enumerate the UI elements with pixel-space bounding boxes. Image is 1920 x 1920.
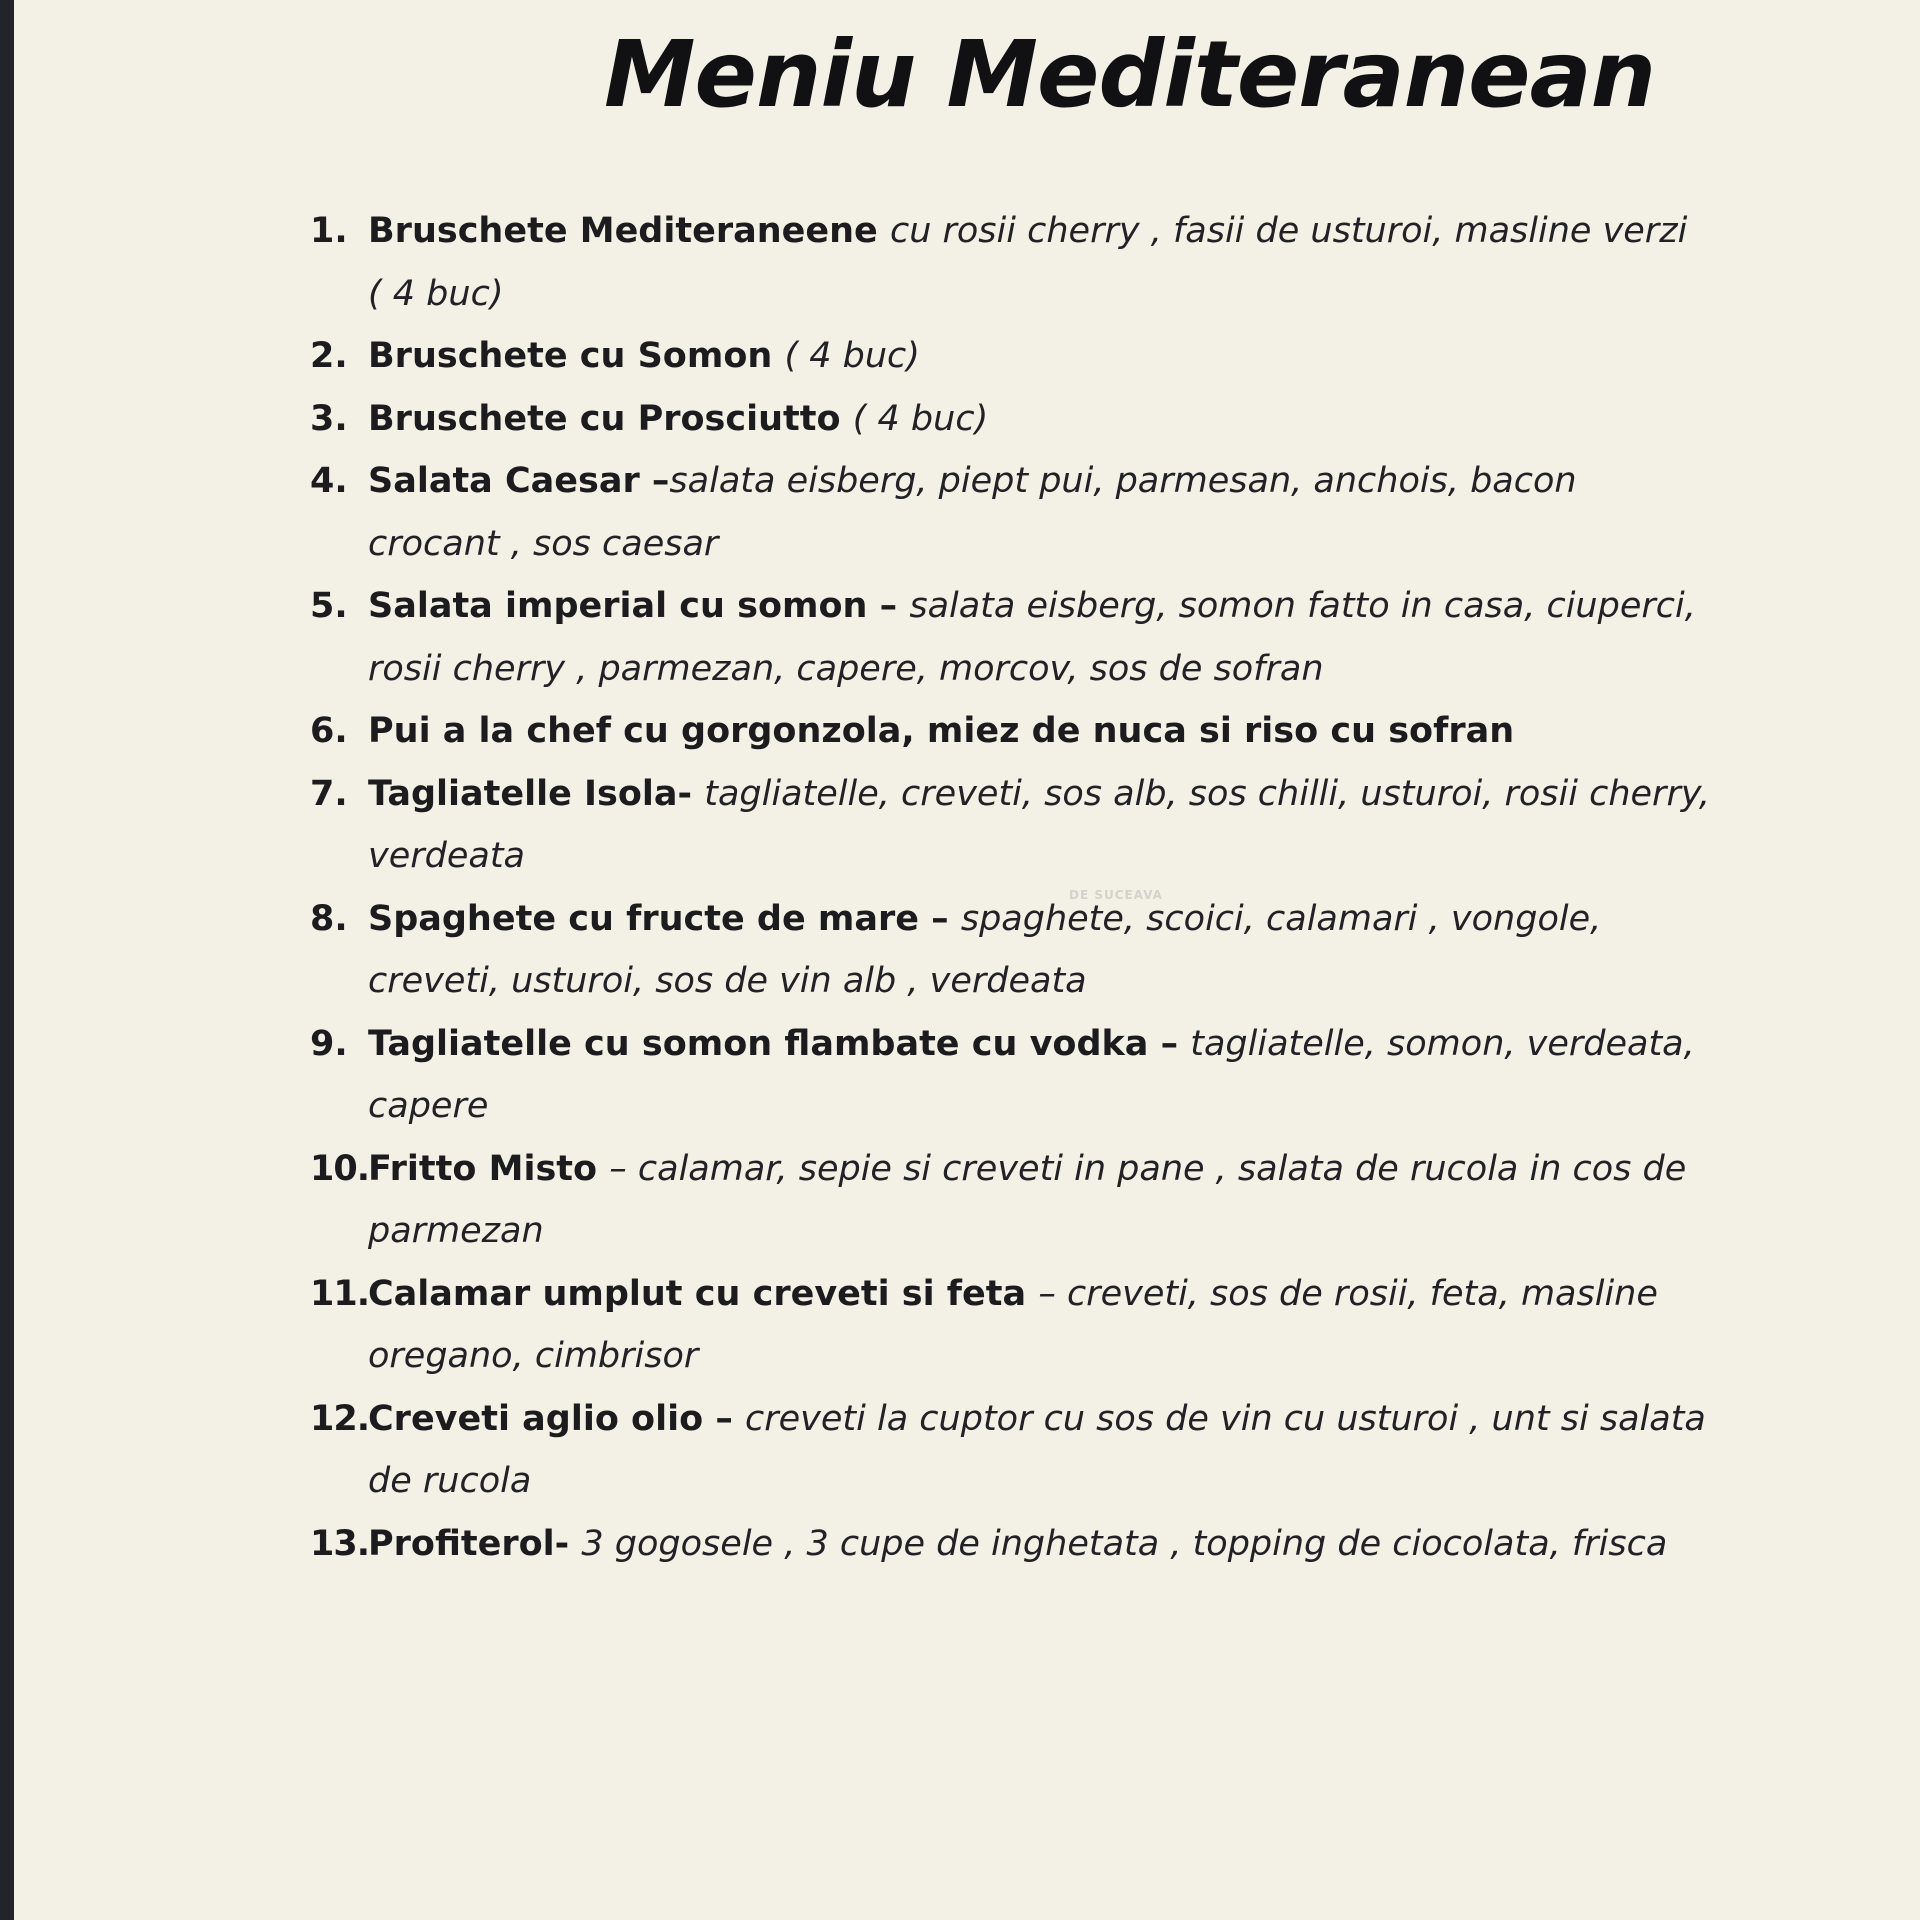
dish-name: Fritto Misto: [368, 1148, 610, 1189]
item-number: 10.: [310, 1148, 370, 1189]
dish-description: tagliatelle, creveti, sos alb, sos chilli, usturoi, rosii cherry, verdeata: [368, 773, 1710, 876]
item-number: 1.: [310, 211, 348, 251]
menu-page: [14, 0, 1920, 1920]
dish-name: Bruschete cu Prosciutto: [368, 398, 853, 439]
item-number: 11.: [310, 1273, 370, 1314]
page-title: Meniu Mediteranean: [604, 21, 1656, 128]
item-number: 12.: [310, 1398, 370, 1439]
dish-description: salata eisberg, piept pui, parmesan, anchois, bacon crocant , sos caesar: [368, 461, 1577, 564]
menu-item-6: [310, 700, 1710, 763]
item-number: 3.: [310, 398, 348, 439]
menu-item-3: [310, 388, 1710, 451]
dish-description: 3 gogosele , 3 cupe de inghetata , topping de ciocolata, frisca: [581, 1523, 1668, 1564]
item-number: 4.: [310, 461, 348, 501]
dish-name: Pui a la chef cu gorgonzola, miez de nuca si riso cu sofran: [368, 711, 1515, 751]
dish-name: Creveti aglio olio –: [368, 1398, 746, 1439]
dish-name: Bruschete cu Somon: [368, 336, 785, 376]
dish-description: salata eisberg, somon fatto in casa, ciuperci, rosii cherry , parmezan, capere, morcov, sos de sofran: [368, 586, 1696, 689]
watermark: DE SUCEAVA: [1069, 888, 1163, 902]
dish-description: – creveti, sos de rosii, feta, masline oregano, cimbrisor: [368, 1273, 1658, 1376]
menu-item-12: [310, 1388, 1710, 1513]
item-number: 2.: [310, 336, 348, 376]
dish-name: Profiterol-: [368, 1523, 582, 1564]
dish-description: ( 4 buc): [784, 336, 920, 376]
menu-item-8: [310, 888, 1710, 1013]
menu-item-9: [310, 1013, 1710, 1138]
item-number: 6.: [310, 711, 348, 751]
menu-item-2: [310, 325, 1710, 388]
item-number: 8.: [310, 898, 348, 939]
dish-name: Tagliatelle cu somon flambate cu vodka –: [368, 1023, 1191, 1064]
dish-name: Salata imperial cu somon –: [368, 586, 910, 626]
menu-item-7: [310, 763, 1710, 888]
dish-description: tagliatelle, somon, verdeata, capere: [368, 1023, 1695, 1126]
menu-list: [310, 200, 1710, 1575]
dish-name: Bruschete Mediteraneene: [368, 211, 890, 251]
menu-item-11: [310, 1263, 1710, 1388]
menu-item-13: [310, 1513, 1710, 1576]
menu-item-1: [310, 200, 1710, 325]
menu-item-10: [310, 1138, 1710, 1263]
dish-name: Spaghete cu fructe de mare –: [368, 898, 961, 939]
dish-name: Salata Caesar –: [368, 461, 670, 501]
menu-item-4: [310, 450, 1710, 575]
menu-item-5: [310, 575, 1710, 700]
item-number: 13.: [310, 1523, 370, 1564]
item-number: 5.: [310, 586, 348, 626]
item-number: 9.: [310, 1023, 348, 1064]
dish-description: – calamar, sepie si creveti in pane , salata de rucola in cos de parmezan: [368, 1148, 1687, 1251]
item-number: 7.: [310, 773, 348, 814]
dish-name: Tagliatelle Isola-: [368, 773, 705, 814]
dish-description: spaghete, scoici, calamari , vongole, creveti, usturoi, sos de vin alb , verdeata: [368, 898, 1602, 1001]
dish-description: cu rosii cherry , fasii de usturoi, masline verzi ( 4 buc): [368, 211, 1688, 314]
dish-name: Calamar umplut cu creveti si feta: [368, 1273, 1039, 1314]
dish-description: creveti la cuptor cu sos de vin cu usturoi , unt si salata de rucola: [368, 1398, 1706, 1501]
dish-description: ( 4 buc): [852, 398, 989, 439]
